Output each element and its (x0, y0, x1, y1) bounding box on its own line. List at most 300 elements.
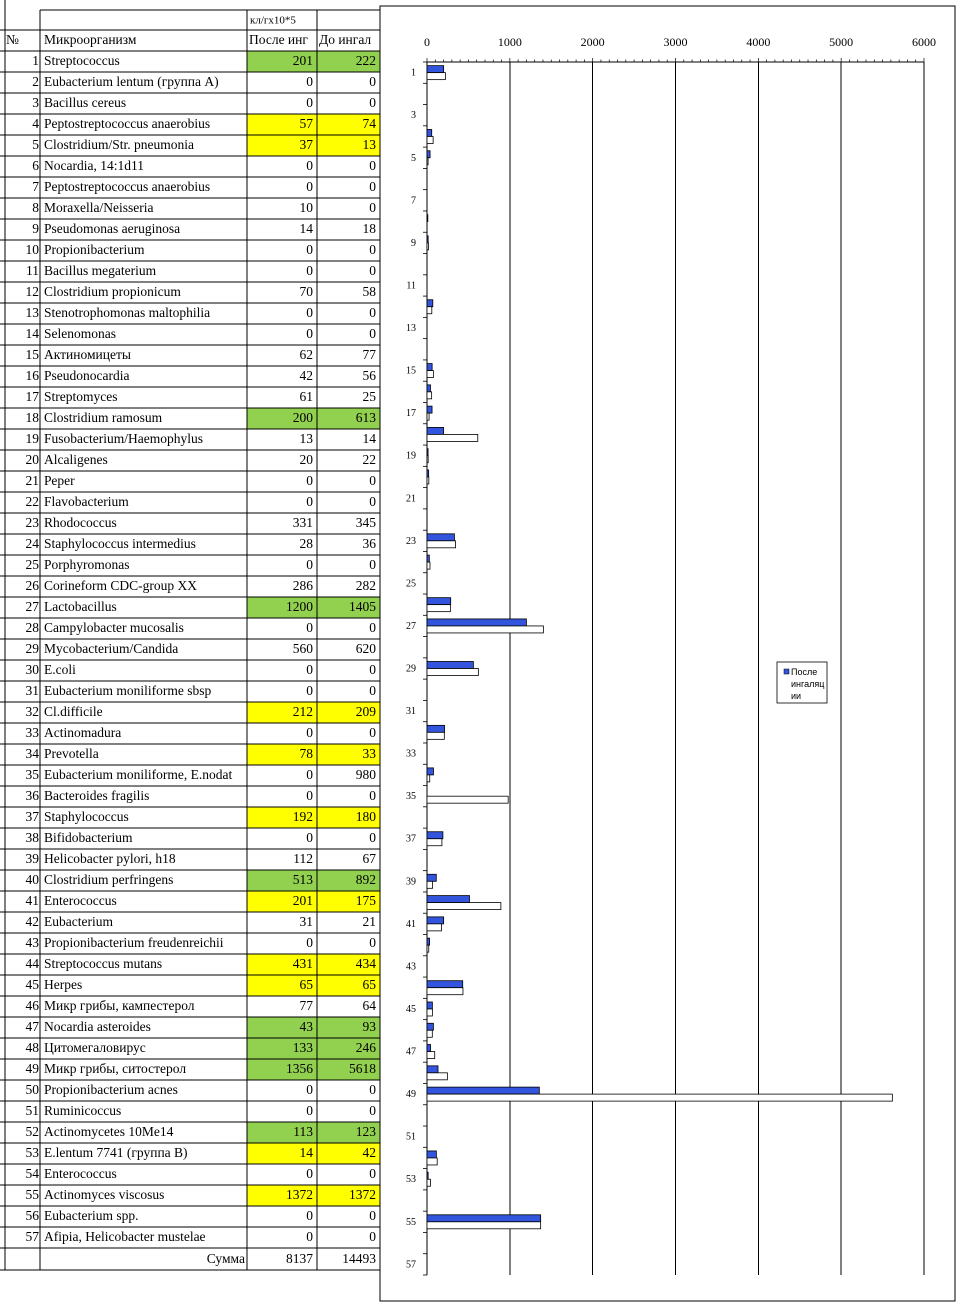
row-value-before[interactable]: 0 (369, 683, 376, 699)
row-value-after[interactable]: 0 (306, 74, 313, 90)
bar-before-55[interactable] (427, 1222, 541, 1229)
row-value-before[interactable]: 180 (355, 809, 376, 825)
row-organism-name[interactable]: Peptostreptococcus anaerobius (44, 179, 211, 195)
row-organism-name[interactable]: Rhodococcus (44, 515, 117, 531)
bar-before-5[interactable] (427, 158, 428, 165)
row-value-before[interactable]: 123 (355, 1124, 376, 1140)
row-value-before[interactable]: 175 (355, 893, 376, 909)
bar-before-42[interactable] (427, 945, 429, 952)
y-tick-label: 49 (406, 1089, 416, 1101)
bar-before-37[interactable] (427, 839, 442, 846)
bar-before-19[interactable] (427, 456, 428, 463)
bar-after-32[interactable] (427, 725, 445, 732)
bar-before-23[interactable] (427, 541, 456, 548)
row-number: 3 (32, 95, 39, 111)
legend-line-3: ии (791, 691, 802, 701)
row-value-before[interactable]: 0 (369, 662, 376, 678)
row-value-after[interactable]: 0 (306, 767, 313, 783)
row-name-clip (44, 1229, 206, 1244)
bar-after-8[interactable] (427, 215, 428, 222)
row-value-after[interactable]: 0 (306, 725, 313, 741)
bar-after-48[interactable] (427, 1066, 438, 1073)
row-value-before[interactable]: 0 (369, 473, 376, 489)
row-value-after[interactable]: 0 (306, 1103, 313, 1119)
row-value-before[interactable]: 0 (369, 326, 376, 342)
row-value-before[interactable]: 0 (369, 1103, 376, 1119)
row-value-after[interactable]: 200 (292, 410, 313, 426)
row-name-clip (44, 515, 117, 530)
row-value-after[interactable]: 0 (306, 1166, 313, 1182)
row-organism-name[interactable]: Clostridium/Str. pneumonia (44, 137, 195, 153)
row-value-after[interactable]: 0 (306, 557, 313, 573)
row-value-before[interactable]: 14 (362, 431, 376, 447)
row-value-after[interactable]: 61 (299, 389, 313, 405)
bar-before-29[interactable] (427, 669, 478, 676)
row-number: 23 (25, 515, 39, 531)
row-organism-name[interactable]: Afipia, Helicobacter mustelae (44, 1229, 206, 1245)
row-organism-name[interactable]: Актиномицеты (44, 347, 131, 363)
sum-after[interactable]: 8137 (286, 1251, 313, 1267)
row-value-before[interactable]: 42 (362, 1145, 376, 1161)
row-number: 57 (25, 1229, 39, 1245)
row-organism-name[interactable]: Propionibacterium freudenreichii (44, 935, 224, 951)
bar-before-27[interactable] (427, 626, 543, 633)
row-organism-name[interactable]: Flavobacterium (44, 494, 129, 510)
row-value-after[interactable]: 10 (299, 200, 313, 216)
bar-after-45[interactable] (427, 1002, 432, 1009)
row-value-before[interactable]: 1405 (349, 599, 376, 615)
bar-before-39[interactable] (427, 881, 433, 888)
row-organism-name[interactable]: Streptomyces (44, 389, 118, 405)
row-value-after[interactable]: 14 (299, 221, 313, 237)
row-value-before[interactable]: 892 (355, 872, 376, 888)
row-value-after[interactable]: 560 (292, 641, 313, 657)
row-organism-name[interactable]: Ruminicoccus (44, 1103, 122, 1119)
bar-after-52[interactable] (427, 1151, 436, 1158)
row-organism-name[interactable]: Herpes (44, 977, 83, 993)
row-value-before[interactable]: 13 (362, 137, 376, 153)
bar-before-40[interactable] (427, 903, 501, 910)
row-number: 48 (25, 1040, 39, 1056)
row-organism-name[interactable]: Propionibacterium acnes (44, 1082, 178, 1098)
row-name-clip (44, 1145, 188, 1160)
row-organism-name[interactable]: Peptostreptococcus anaerobius (44, 116, 211, 132)
row-value-before[interactable]: 25 (362, 389, 376, 405)
row-organism-name[interactable]: Campylobacter mucosalis (44, 620, 184, 636)
row-value-before[interactable]: 0 (369, 179, 376, 195)
row-value-after[interactable]: 0 (306, 473, 313, 489)
row-value-after[interactable]: 201 (292, 893, 313, 909)
bar-before-26[interactable] (427, 605, 450, 612)
row-value-after[interactable]: 0 (306, 1208, 313, 1224)
row-organism-name[interactable]: Mycobacterium/Candida (44, 641, 179, 657)
row-value-before[interactable]: 56 (362, 368, 376, 384)
row-name-clip (44, 620, 184, 635)
row-value-before[interactable]: 74 (362, 116, 376, 132)
row-name-clip (44, 158, 144, 173)
bar-chart[interactable] (380, 6, 955, 1301)
row-organism-name[interactable]: Nocardia, 14:1d11 (44, 158, 144, 174)
bar-after-34[interactable] (427, 768, 433, 775)
bar-before-53[interactable] (427, 1179, 430, 1186)
y-tick-label: 25 (406, 578, 416, 590)
row-organism-name[interactable]: Bifidobacterium (44, 830, 133, 846)
row-value-before[interactable]: 345 (355, 515, 376, 531)
bar-before-12[interactable] (427, 307, 432, 314)
bar-before-47[interactable] (427, 1052, 435, 1059)
row-value-after[interactable]: 0 (306, 263, 313, 279)
bar-after-27[interactable] (427, 619, 526, 626)
row-value-before[interactable]: 0 (369, 242, 376, 258)
row-value-before[interactable]: 209 (355, 704, 376, 720)
bar-after-44[interactable] (427, 981, 463, 988)
row-name-clip (44, 767, 232, 782)
row-name-clip (44, 809, 129, 824)
bar-after-24[interactable] (427, 555, 429, 562)
row-value-after[interactable]: 113 (293, 1124, 313, 1140)
bar-after-9[interactable] (427, 236, 428, 243)
bar-before-48[interactable] (427, 1073, 447, 1080)
row-value-before[interactable]: 67 (362, 851, 376, 867)
row-name-clip (44, 1019, 151, 1034)
row-value-after[interactable]: 0 (306, 179, 313, 195)
row-organism-name[interactable]: Bacillus cereus (44, 95, 127, 111)
row-value-after[interactable]: 14 (299, 1145, 313, 1161)
bar-before-24[interactable] (427, 562, 430, 569)
row-organism-name[interactable]: Corineform CDC-group XX (44, 578, 197, 594)
row-value-before[interactable]: 0 (369, 1166, 376, 1182)
row-organism-name[interactable]: Cl.difficile (44, 704, 103, 720)
row-number: 19 (25, 431, 39, 447)
row-organism-name[interactable]: Moraxella/Neisseria (44, 200, 154, 216)
row-value-after[interactable]: 13 (299, 431, 313, 447)
row-number: 24 (25, 536, 39, 552)
row-value-before[interactable]: 22 (362, 452, 376, 468)
row-value-after[interactable]: 42 (299, 368, 313, 384)
bar-before-49[interactable] (427, 1094, 892, 1101)
bar-after-29[interactable] (427, 662, 473, 669)
row-organism-name[interactable]: Pseudonocardia (44, 368, 130, 384)
row-name-clip (44, 74, 219, 89)
row-organism-name[interactable]: E.lentum 7741 (группа В) (44, 1145, 188, 1161)
x-tick-label: 3000 (663, 35, 688, 49)
row-value-before[interactable]: 0 (369, 1208, 376, 1224)
row-name-clip (44, 1208, 138, 1223)
row-number: 34 (25, 746, 39, 762)
row-value-before[interactable]: 1372 (349, 1187, 376, 1203)
row-value-before[interactable]: 980 (355, 767, 376, 783)
row-organism-name[interactable]: Микр грибы, ситостерол (44, 1061, 187, 1077)
row-name-clip (44, 578, 197, 593)
row-organism-name[interactable]: Actinomadura (44, 725, 122, 741)
bar-after-23[interactable] (427, 534, 454, 541)
bar-after-41[interactable] (427, 917, 444, 924)
bar-after-46[interactable] (427, 1023, 433, 1030)
bar-after-12[interactable] (427, 300, 433, 307)
row-value-before[interactable]: 0 (369, 935, 376, 951)
row-organism-name[interactable]: Микр грибы, кампестерол (44, 998, 195, 1014)
row-organism-name[interactable]: Eubacterium lentum (группа А) (44, 74, 219, 90)
row-value-after[interactable]: 0 (306, 620, 313, 636)
bar-before-34[interactable] (427, 775, 430, 782)
row-value-after[interactable]: 0 (306, 1229, 313, 1245)
y-tick-label: 47 (406, 1046, 416, 1058)
row-value-after[interactable]: 133 (292, 1040, 313, 1056)
row-organism-name[interactable]: Bacillus megaterium (44, 263, 157, 279)
bar-before-18[interactable] (427, 434, 478, 441)
row-value-before[interactable]: 36 (362, 536, 376, 552)
row-organism-name[interactable]: Bacteroides fragilis (44, 788, 150, 804)
row-value-after[interactable]: 0 (306, 158, 313, 174)
row-value-before[interactable]: 0 (369, 830, 376, 846)
row-value-after[interactable]: 57 (299, 116, 313, 132)
bar-before-1[interactable] (427, 73, 445, 80)
row-value-after[interactable]: 1372 (286, 1187, 313, 1203)
bar-after-55[interactable] (427, 1215, 541, 1222)
bar-after-49[interactable] (427, 1087, 539, 1094)
chart-frame[interactable] (380, 6, 955, 1301)
row-organism-name[interactable]: Eubacterium moniliforme sbsp (44, 683, 212, 699)
chart-legend[interactable] (777, 662, 827, 703)
row-name-clip (44, 1187, 164, 1202)
row-value-after[interactable]: 0 (306, 683, 313, 699)
sum-before[interactable]: 14493 (342, 1251, 376, 1267)
row-name-clip (44, 410, 163, 425)
row-value-after[interactable]: 0 (306, 935, 313, 951)
row-name-clip (44, 53, 120, 68)
row-value-after[interactable]: 0 (306, 242, 313, 258)
bar-after-16[interactable] (427, 385, 430, 392)
row-value-after[interactable]: 0 (306, 95, 313, 111)
bar-after-53[interactable] (427, 1172, 428, 1179)
data-table (0, 0, 380, 1270)
row-organism-name[interactable]: Actinomyces viscosus (44, 1187, 165, 1203)
row-organism-name[interactable]: Pseudomonas aeruginosa (44, 221, 181, 237)
row-organism-name[interactable]: Eubacterium (44, 914, 113, 930)
row-value-after[interactable]: 201 (292, 53, 313, 69)
row-value-before[interactable]: 0 (369, 158, 376, 174)
row-value-before[interactable]: 0 (369, 788, 376, 804)
row-value-after[interactable]: 20 (299, 452, 313, 468)
row-number: 56 (25, 1208, 39, 1224)
row-value-after[interactable]: 65 (299, 977, 313, 993)
row-organism-name[interactable]: Streptococcus mutans (44, 956, 163, 972)
row-organism-name[interactable]: Stenotrophomonas maltophilia (44, 305, 211, 321)
row-value-before[interactable]: 0 (369, 263, 376, 279)
bar-after-17[interactable] (427, 406, 432, 413)
row-value-before[interactable]: 0 (369, 620, 376, 636)
bar-after-42[interactable] (427, 938, 430, 945)
row-value-after[interactable]: 0 (306, 788, 313, 804)
row-value-after[interactable]: 0 (306, 662, 313, 678)
y-tick-label: 9 (411, 237, 416, 249)
row-organism-name[interactable]: Fusobacterium/Haemophylus (44, 431, 203, 447)
row-value-after[interactable]: 431 (292, 956, 313, 972)
column-header-number[interactable]: № (6, 32, 19, 48)
row-number: 50 (25, 1082, 39, 1098)
row-value-before[interactable]: 613 (355, 410, 376, 426)
row-value-before[interactable]: 0 (369, 200, 376, 216)
row-organism-name[interactable]: Selenomonas (44, 326, 116, 342)
row-organism-name[interactable]: Alcaligenes (44, 452, 108, 468)
bar-before-9[interactable] (427, 243, 428, 250)
row-value-after[interactable]: 1356 (286, 1061, 313, 1077)
row-name-clip (44, 95, 126, 110)
row-organism-name[interactable]: Enterococcus (44, 1166, 117, 1182)
row-name-clip (44, 935, 224, 950)
bar-after-4[interactable] (427, 129, 432, 136)
legend-swatch-after (784, 669, 789, 674)
column-header-name[interactable]: Микроорганизм (44, 32, 137, 48)
row-organism-name[interactable]: Eubacterium spp. (44, 1208, 139, 1224)
column-header-before[interactable]: До ингал (319, 32, 372, 48)
row-value-before[interactable]: 0 (369, 557, 376, 573)
bar-before-46[interactable] (427, 1030, 432, 1037)
row-organism-name[interactable]: Clostridium ramosum (44, 410, 163, 426)
row-value-after[interactable]: 1200 (286, 599, 313, 615)
row-name-clip (44, 662, 76, 677)
row-organism-name[interactable]: Prevotella (44, 746, 99, 762)
bar-before-17[interactable] (427, 413, 429, 420)
bar-before-4[interactable] (427, 136, 433, 143)
bar-after-1[interactable] (427, 66, 444, 73)
row-value-after[interactable]: 37 (299, 137, 313, 153)
row-value-before[interactable]: 58 (362, 284, 376, 300)
row-value-after[interactable]: 62 (299, 347, 313, 363)
row-number: 52 (25, 1124, 39, 1140)
row-name-clip (44, 1166, 117, 1181)
row-organism-name[interactable]: Porphyromonas (44, 557, 130, 573)
row-value-after[interactable]: 28 (299, 536, 313, 552)
bar-after-18[interactable] (427, 427, 444, 434)
row-value-after[interactable]: 331 (292, 515, 313, 531)
row-name-clip (44, 368, 129, 383)
row-organism-name[interactable]: Lactobacillus (44, 599, 117, 615)
bar-before-41[interactable] (427, 924, 441, 931)
row-value-after[interactable]: 78 (299, 746, 313, 762)
row-name-clip (44, 347, 131, 362)
row-value-after[interactable]: 70 (299, 284, 313, 300)
row-organism-name[interactable]: Staphylococcus (44, 809, 129, 825)
bar-before-15[interactable] (427, 371, 433, 378)
bar-before-32[interactable] (427, 732, 444, 739)
row-organism-name[interactable]: Цитомегаловирус (44, 1040, 146, 1056)
bar-after-47[interactable] (427, 1045, 431, 1052)
row-value-after[interactable]: 112 (293, 851, 313, 867)
row-value-before[interactable]: 0 (369, 74, 376, 90)
bar-before-52[interactable] (427, 1158, 437, 1165)
row-value-after[interactable]: 43 (299, 1019, 313, 1035)
row-number: 47 (25, 1019, 39, 1035)
bar-after-20[interactable] (427, 470, 429, 477)
row-value-before[interactable]: 0 (369, 1229, 376, 1245)
row-value-after[interactable]: 286 (292, 578, 313, 594)
y-tick-label: 17 (406, 408, 416, 420)
row-value-after[interactable]: 77 (299, 998, 313, 1014)
row-number: 49 (25, 1061, 39, 1077)
row-organism-name[interactable]: E.coli (44, 662, 76, 678)
row-value-after[interactable]: 192 (292, 809, 313, 825)
row-value-before[interactable]: 93 (362, 1019, 376, 1035)
row-value-before[interactable]: 434 (355, 956, 376, 972)
row-value-before[interactable]: 18 (362, 221, 376, 237)
row-organism-name[interactable]: Enterococcus (44, 893, 117, 909)
bar-before-20[interactable] (427, 477, 429, 484)
row-number: 1 (32, 53, 39, 69)
row-number: 10 (25, 242, 39, 258)
row-organism-name[interactable]: Eubacterium moniliforme, E.nodat (44, 767, 233, 783)
row-organism-name[interactable]: Helicobacter pylori, h18 (44, 851, 176, 867)
row-number: 53 (25, 1145, 39, 1161)
bar-after-15[interactable] (427, 364, 432, 371)
bar-before-16[interactable] (427, 392, 432, 399)
y-tick-label: 27 (406, 620, 416, 632)
row-value-after[interactable]: 0 (306, 830, 313, 846)
row-value-after[interactable]: 0 (306, 305, 313, 321)
row-number: 30 (25, 662, 39, 678)
column-header-after-clip (249, 32, 308, 47)
row-value-before[interactable]: 0 (369, 494, 376, 510)
row-value-after[interactable]: 0 (306, 326, 313, 342)
row-value-before[interactable]: 5618 (349, 1061, 376, 1077)
row-organism-name[interactable]: Streptococcus (44, 53, 120, 69)
bar-after-19[interactable] (427, 449, 428, 456)
row-name-clip (44, 998, 195, 1013)
column-header-after[interactable]: После инг (249, 32, 308, 48)
bar-after-39[interactable] (427, 874, 436, 881)
row-organism-name[interactable]: Реper (44, 473, 75, 489)
row-value-after[interactable]: 513 (292, 872, 313, 888)
row-value-before[interactable]: 246 (355, 1040, 376, 1056)
bar-after-37[interactable] (427, 832, 443, 839)
row-value-before[interactable]: 0 (369, 725, 376, 741)
row-value-before[interactable]: 33 (362, 746, 376, 762)
bar-before-35[interactable] (427, 796, 508, 803)
row-value-before[interactable]: 77 (362, 347, 376, 363)
bar-before-45[interactable] (427, 1009, 432, 1016)
row-value-before[interactable]: 222 (355, 53, 376, 69)
row-value-after[interactable]: 212 (292, 704, 313, 720)
row-number: 18 (25, 410, 39, 426)
row-number: 7 (32, 179, 39, 195)
row-organism-name[interactable]: Clostridium perfringens (44, 872, 174, 888)
row-value-after[interactable]: 0 (306, 494, 313, 510)
row-value-before[interactable]: 21 (362, 914, 376, 930)
row-organism-name[interactable]: Actinomycetes 10Me14 (44, 1124, 174, 1140)
row-value-before[interactable]: 0 (369, 305, 376, 321)
row-organism-name[interactable]: Staphylococcus intermedius (44, 536, 196, 552)
row-value-after[interactable]: 0 (306, 1082, 313, 1098)
row-organism-name[interactable]: Propionibacterium (44, 242, 145, 258)
bar-after-5[interactable] (427, 151, 430, 158)
row-number: 32 (25, 704, 39, 720)
bar-before-44[interactable] (427, 988, 463, 995)
y-tick-label: 53 (406, 1174, 416, 1186)
bar-after-40[interactable] (427, 896, 469, 903)
row-value-before[interactable]: 0 (369, 95, 376, 111)
row-organism-name[interactable]: Clostridium propionicum (44, 284, 181, 300)
row-value-before[interactable]: 65 (362, 977, 376, 993)
row-value-before[interactable]: 282 (355, 578, 376, 594)
row-organism-name[interactable]: Nocardia asteroides (44, 1019, 151, 1035)
row-value-before[interactable]: 620 (355, 641, 376, 657)
row-name-clip (44, 788, 149, 803)
row-value-after[interactable]: 31 (299, 914, 313, 930)
row-value-before[interactable]: 64 (362, 998, 376, 1014)
bar-after-26[interactable] (427, 598, 451, 605)
row-number: 9 (32, 221, 39, 237)
row-value-before[interactable]: 0 (369, 1082, 376, 1098)
